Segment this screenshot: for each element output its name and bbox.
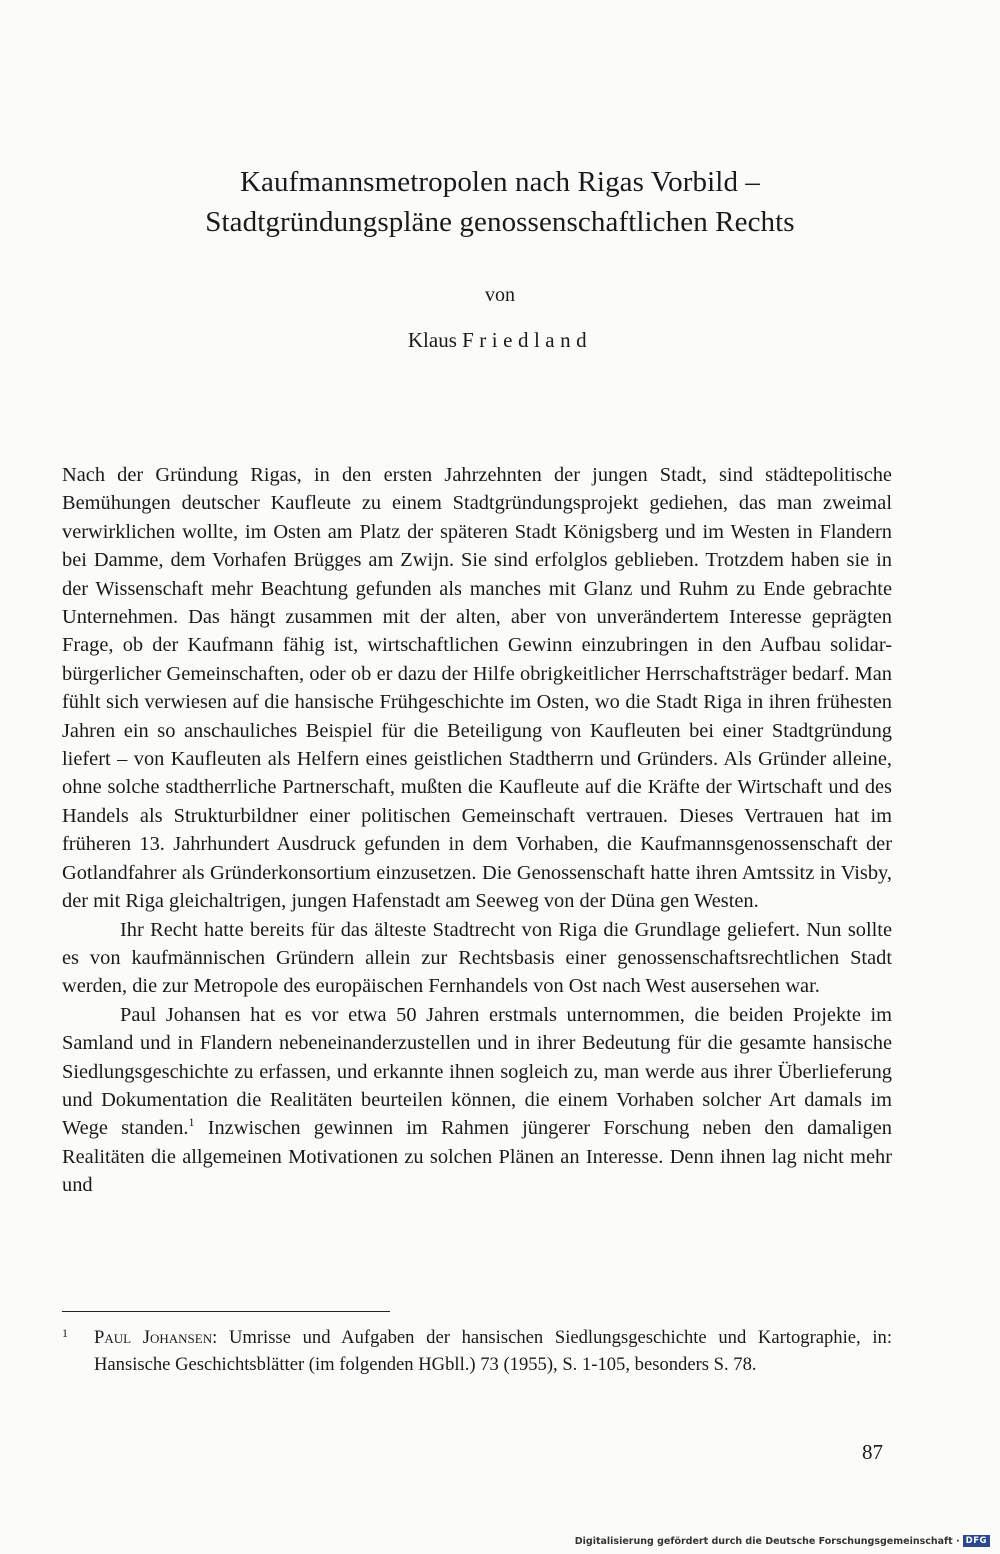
body-paragraph-3-part-1: Paul Johansen hat es vor etwa 50 Jahren erstmals unternommen, die beiden Projekte im Samland und in Flandern nebeneinanderzustellen und in ihrer Bedeutung für die gesamte hansische Siedlungsgeschichte zu erfassen, und erkannte ihnen sogleich zu, man werde aus ihrer Überlieferung und Dokumentation die Realitäten beurteilen können, die einem Vorhaben solcher Art damals im Wege standen.	[62, 1003, 892, 1140]
digitization-credit	[575, 1535, 990, 1547]
credit-text: Digitalisierung gefördert durch die Deutsche Forschungsgemeinschaft ·	[574, 1535, 960, 1547]
footnote-number: 1	[62, 1326, 68, 1340]
author-surname: Friedland	[462, 328, 593, 352]
byline-von: von	[485, 284, 515, 306]
page-number: 87	[862, 1440, 883, 1464]
dfg-logo-icon: DFG	[963, 1535, 990, 1547]
title-line-1: Kaufmannsmetropolen nach Rigas Vorbild –	[239, 166, 760, 198]
body-paragraph-3-part-2: Inzwischen gewinnen im Rahmen jüngerer Forschung neben den damaligen Realitäten die allgemeinen Motivationen zu solchen Plänen an Interesse. Denn ihnen lag nicht mehr und	[62, 1117, 892, 1197]
body-paragraph-2: Ihr Recht hatte bereits für das älteste Stadtrecht von Riga die Grundlage geliefert. Nun sollte es von kaufmännischen Gründern allein zur Rechtsbasis einer genossenschaftsrechtlichen Stadt werden, die zur Metropole des europäischen Fernhandels von Ost nach West ausersehen war.	[62, 918, 892, 998]
footnote	[62, 1324, 892, 1378]
footnote-citation: : Umrisse und Aufgaben der hansischen Siedlungsgeschichte und Kartographie, in: Hansische Geschichtsblätter (im folgenden HGbll.) 73 (1955), S. 1-105, besonders S. 78.	[94, 1327, 892, 1375]
footnote-reference[interactable]: 1	[188, 1115, 195, 1130]
article-body	[62, 461, 892, 1200]
body-paragraph-3	[62, 1001, 892, 1200]
article-title	[0, 162, 1000, 242]
author-name	[0, 326, 1000, 354]
title-line-2: Stadtgründungspläne genossenschaftlichen Rechts	[205, 206, 795, 238]
footnote-author: Paul Johansen	[94, 1327, 213, 1348]
footnote-text	[94, 1324, 892, 1378]
body-paragraph-1: Nach der Gründung Rigas, in den ersten Jahrzehnten der jungen Stadt, sind städtepolitische Bemühungen deutscher Kaufleute zu einem Stadtgründungsprojekt gediehen, das man zweimal verwirklichen wollte, im Osten am Platz der späteren Stadt Königsberg und im Westen in Flandern bei Damme, dem Vorhafen Brügges am Zwijn. Sie sind erfolglos geblieben. Trotzdem haben sie in der Wissenschaft mehr Beachtung gefunden als manches mit Glanz und Ruhm zu Ende gebrachte Unternehmen. Das hängt zusammen mit der alten, aber von unverändertem Interesse geprägten Frage, ob der Kaufmann fähig ist, wirtschaftlichen Gewinn einzubringen in den Aufbau solidar-bürgerlicher Gemeinschaften, oder ob er dazu der Hilfe obrigkeitlicher Herrschaftsträger bedarf. Man fühlt sich verwiesen auf die hansische Frühgeschichte im Osten, wo die Stadt Riga in ihren frühesten Jahren ein so anschauliches Beispiel für die Beteiligung von Kaufleuten bei einer Stadtgründung liefert – von Kaufleuten als Helfern eines geistlichen Stadtherrn und Gründers. Als Gründer alleine, ohne solche stadtherrliche Partnerschaft, mußten die Kaufleute auf die Kräfte der Wirtschaft und des Handels als Strukturbildner einer politischen Gemeinschaft vertrauen. Dieses Vertrauen hat im früheren 13. Jahrhundert Ausdruck gefunden in dem Vorhaben, die Kaufmannsgenossenschaft der Gotlandfahrer als Gründerkonsortium einzusetzen. Die Genossenschaft hatte ihren Amtssitz in Visby, der mit Riga gleichaltrigen, jungen Hafenstadt am Seeweg von der Düna gen Westen.	[62, 464, 892, 913]
author-first-name: Klaus	[407, 328, 457, 352]
footnote-separator	[62, 1311, 390, 1312]
